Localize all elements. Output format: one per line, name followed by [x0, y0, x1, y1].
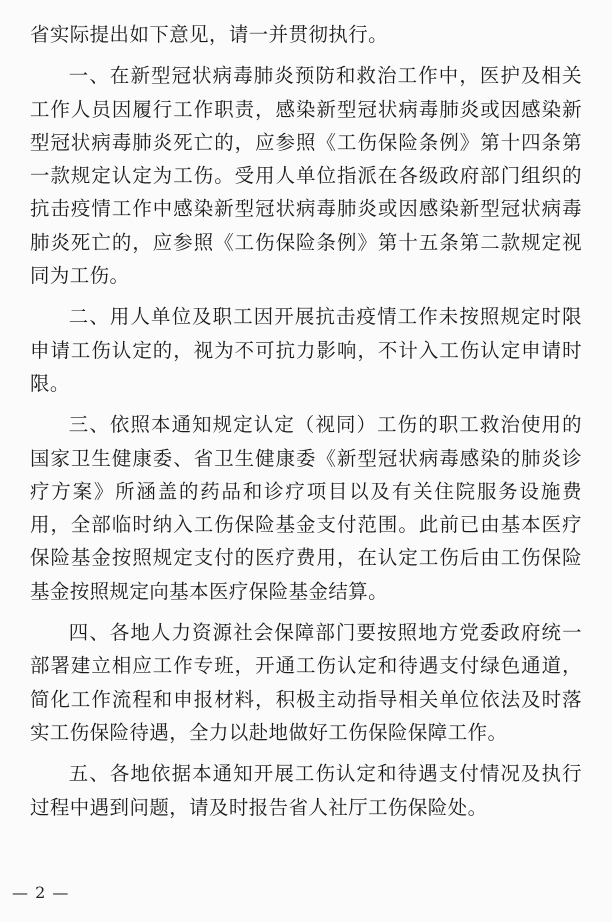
paragraph-intro: 省实际提出如下意见，请一并贯彻执行。 [30, 23, 389, 46]
paragraph-3: 三、依照本通知规定认定（视同）工伤的职工救治使用的国家卫生健康委、省卫生健康委《新型冠状病毒感染的肺炎诊疗方案》所涵盖的药品和诊疗项目以及有关住院服务设施费用，全部临时纳入工伤保险基金支付范围。此前已由基本医疗保险基金按照规定支付的医疗费用，在认定工伤后由工伤保险基金按照规定向基本医疗保险基金结算。 [30, 413, 582, 603]
paragraph-2: 二、用人单位及职工因开展抗击疫情工作未按照规定时限申请工伤认定的，视为不可抗力影响，不计入工伤认定申请时限。 [30, 305, 582, 395]
page-number: — 2 — [12, 883, 70, 902]
paragraph-1: 一、在新型冠状病毒肺炎预防和救治工作中，医护及相关工作人员因履行工作职责，感染新型冠状病毒肺炎或因感染新型冠状病毒肺炎死亡的，应参照《工伤保险条例》第十四条第一款规定认定为工伤。受用人单位指派在各级政府部门组织的抗击疫情工作中感染新型冠状病毒肺炎或因感染新型冠状病毒肺炎死亡的，应参照《工伤保险条例》第十五条第二款规定视同为工伤。 [30, 64, 582, 288]
paragraph-4: 四、各地人力资源社会保障部门要按照地方党委政府统一部署建立相应工作专班，开通工伤认定和待遇支付绿色通道，简化工作流程和申报材料，积极主动指导相关单位依法及时落实工伤保险待遇，全力以赴地做好工伤保险保障工作。 [30, 621, 582, 744]
paragraph-5: 五、各地依据本通知开展工伤认定和待遇支付情况及执行过程中遇到问题，请及时报告省人社厅工伤保险处。 [30, 762, 582, 819]
